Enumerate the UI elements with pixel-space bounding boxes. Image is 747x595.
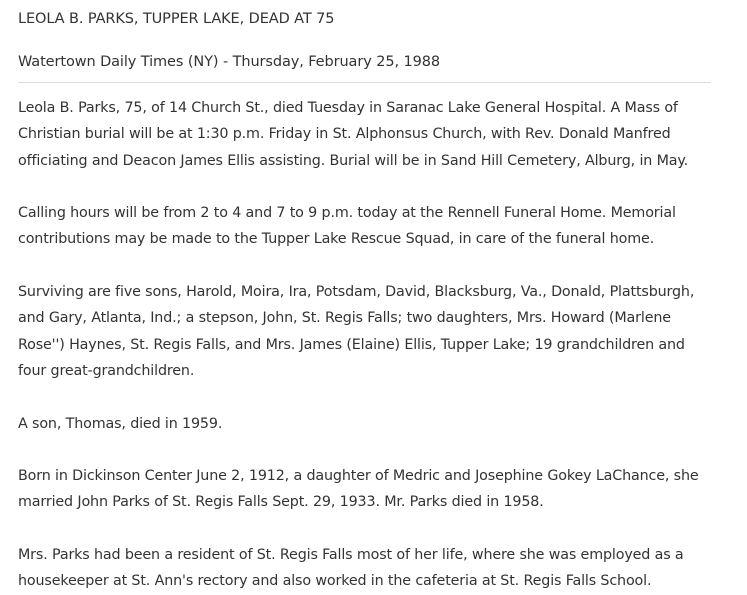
article-title: LEOLA B. PARKS, TUPPER LAKE, DEAD AT 75: [18, 11, 335, 27]
article-source: Watertown Daily Times (NY) - Thursday, February 25, 1988: [18, 54, 440, 70]
paragraph: Surviving are five sons, Harold, Moira, Ira, Potsdam, David, Blacksburg, Va., Donald, Plattsburgh, and Gary, Atlanta, Ind.; a stepson, John, St. Regis Falls; two daughters, Mrs. Howard (Marlene Rose'') Haynes, St. Regis Falls, and Mrs. James (Elaine) Ellis, Tupper Lake; 19 grandchildren and four great-grandchildren.: [18, 284, 695, 379]
paragraph: Mrs. Parks had been a resident of St. Regis Falls most of her life, where she was employed as a housekeeper at St. Ann's rectory and also worked in the cafeteria at St. Regis Falls School.: [18, 547, 684, 590]
paragraph: Leola B. Parks, 75, of 14 Church St., died Tuesday in Saranac Lake General Hospital. A Mass of Christian burial will be at 1:30 p.m. Friday in St. Alphonsus Church, with Rev. Donald Manfred officiating and Deacon James Ellis assisting. Burial will be in Sand Hill Cemetery, Alburg, in May.: [18, 100, 689, 169]
divider: [18, 82, 711, 83]
article: [0, 9, 713, 595]
paragraph: Born in Dickinson Center June 2, 1912, a daughter of Medric and Josephine Gokey LaChance, she married John Parks of St. Regis Falls Sept. 29, 1933. Mr. Parks died in 1958.: [18, 468, 699, 511]
article-body: [18, 95, 713, 595]
paragraph: A son, Thomas, died in 1959.: [18, 415, 223, 432]
paragraph: Calling hours will be from 2 to 4 and 7 to 9 p.m. today at the Rennell Funeral Home. Memorial contributions may be made to the Tupper Lake Rescue Squad, in care of the funeral home.: [18, 205, 676, 248]
